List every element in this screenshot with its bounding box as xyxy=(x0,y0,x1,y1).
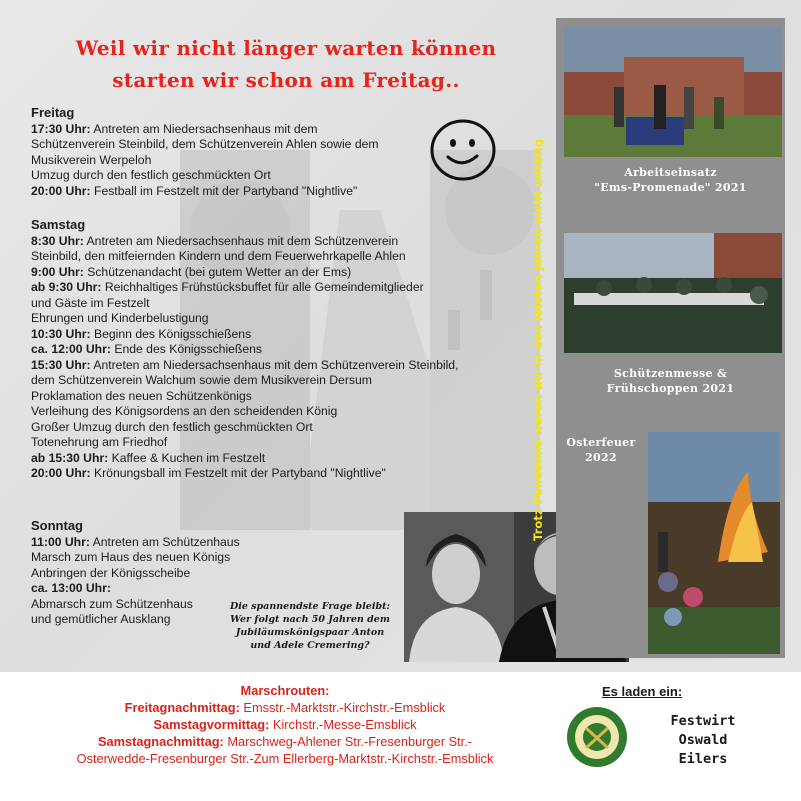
schedule-line xyxy=(31,566,251,582)
route-text: Kirchstr.-Messe-Emsblick xyxy=(269,717,417,732)
schedule-line xyxy=(31,137,431,153)
schedule-time: ab 15:30 Uhr: xyxy=(31,450,109,465)
schedule-text: Kaffee & Kuchen im Festzelt xyxy=(108,450,266,465)
route-line xyxy=(0,716,570,733)
schedule-text: Schützenverein Steinbild, dem Schützenverein Ahlen sowie dem xyxy=(31,137,379,151)
schedule-text: Steinbild, den mitfeiernden Kindern und dem Feuerwehrkapelle Ahlen xyxy=(31,249,406,263)
schedule-time: ca. 12:00 Uhr: xyxy=(31,342,111,356)
schedule-text: Reichhaltiges Frühstücksbuffet für alle Gemeindemitglieder xyxy=(101,280,424,294)
gallery-caption-1 xyxy=(556,165,785,195)
schedule-time: 15:30 Uhr: xyxy=(31,357,91,372)
host-name xyxy=(648,712,758,769)
route-label: Samstagvormittag: xyxy=(153,717,270,732)
schedule-line xyxy=(31,420,501,436)
quote-line: Die spannendste Frage bleibt: xyxy=(229,601,390,612)
route-text: Osterwedde-Fresenburger Str.-Zum Ellerberg-Marktstr.-Kirchstr.-Emsblick xyxy=(76,751,494,766)
host-line: Oswald xyxy=(678,732,728,748)
schedule-text: Großer Umzug durch den festlich geschmückten Ort xyxy=(31,419,313,434)
schedule-line xyxy=(31,265,501,281)
schedule-line xyxy=(31,122,431,138)
schedule-line xyxy=(31,296,501,312)
schedule-text: Anbringen der Königsscheibe xyxy=(31,565,191,580)
schedule-time: 17:30 Uhr: xyxy=(31,121,91,136)
schedule-text: Antreten am Niedersachsenhaus mit dem Schützenverein Steinbild, xyxy=(90,357,459,372)
schedule-text: Antreten am Niedersachsenhaus mit dem Schützenverein xyxy=(83,233,399,248)
host-line: Eilers xyxy=(678,751,728,767)
caption-line: Schützenmesse & xyxy=(613,367,728,380)
caption-line: 2022 xyxy=(585,451,617,464)
routes-title: Marschrouten: xyxy=(240,683,330,698)
schedule-time: 9:00 Uhr: xyxy=(31,264,84,279)
schedule-line xyxy=(31,550,251,566)
schedule-text: Abmarsch zum Schützenhaus xyxy=(31,596,193,611)
schedule-line xyxy=(31,342,501,358)
quote-line: Wer folgt nach 50 Jahren dem xyxy=(230,614,390,625)
caption-line: Arbeitseinsatz xyxy=(624,166,717,179)
schedule-text: und gemütlicher Ausklang xyxy=(31,612,171,626)
schedule-text: Festball im Festzelt mit der Partyband "Nightlive" xyxy=(90,183,358,198)
schedule-line xyxy=(31,404,501,420)
route-line xyxy=(0,733,570,750)
club-emblem-icon xyxy=(566,706,628,768)
schedule-text: Antreten am Niedersachsenhaus mit dem xyxy=(90,121,318,136)
schedule-line xyxy=(31,373,501,389)
schedule-time: ca. 13:00 Uhr: xyxy=(31,581,111,595)
gallery-photo-mass xyxy=(564,233,782,353)
schedule-line xyxy=(31,535,251,551)
schedule-line xyxy=(31,327,501,343)
headline-line-2: starten wir schon am Freitag.. xyxy=(112,68,460,92)
schedule-line xyxy=(31,451,501,467)
saturday-schedule xyxy=(31,217,501,482)
schedule-line xyxy=(31,280,501,296)
schedule-text: Umzug durch den festlich geschmückten Ort xyxy=(31,168,271,182)
schedule-line xyxy=(31,389,501,405)
schedule-text: Beginn des Königsschießens xyxy=(90,326,252,341)
schedule-time: 20:00 Uhr: xyxy=(31,183,91,198)
invite-title: Es laden ein: xyxy=(602,684,683,699)
schedule-line xyxy=(31,311,501,327)
schedule-line xyxy=(31,234,501,250)
quote-line: Jubiläumskönigspaar Anton xyxy=(235,627,385,638)
route-line xyxy=(0,699,570,716)
schedule-text: Ende des Königsschießens xyxy=(110,342,263,356)
day-title: Sonntag xyxy=(31,518,83,533)
vertical-banner-text: Trotz Pandemie waren wir in den letzten Jahren nicht untätig xyxy=(531,138,545,542)
schedule-text: Totenehrung am Friedhof xyxy=(31,435,168,449)
schedule-time: 10:30 Uhr: xyxy=(31,326,91,341)
schedule-time: 20:00 Uhr: xyxy=(31,466,91,480)
route-text: Emsstr.-Marktstr.-Kirchstr.-Emsblick xyxy=(239,700,446,715)
schedule-text: Verleihung des Königsordens an den scheidenden König xyxy=(31,404,338,418)
gallery-photo-work xyxy=(564,27,782,157)
schedule-text: Antreten am Schützenhaus xyxy=(89,534,240,549)
gallery-caption-2 xyxy=(556,366,785,396)
route-label: Freitagnachmittag: xyxy=(124,700,240,715)
day-title: Samstag xyxy=(31,217,86,232)
schedule-line xyxy=(31,249,501,265)
friday-schedule xyxy=(31,105,431,199)
schedule-line xyxy=(31,581,251,597)
schedule-text: Krönungsball im Festzelt mit der Partyband "Nightlive" xyxy=(90,466,386,480)
schedule-text: dem Schützenverein Walchum sowie dem Musikverein Dersum xyxy=(31,373,372,387)
caption-line: Frühschoppen 2021 xyxy=(606,382,735,395)
schedule-line xyxy=(31,184,431,200)
route-line xyxy=(0,750,570,767)
day-title: Freitag xyxy=(31,105,75,120)
quote-text xyxy=(210,600,410,652)
schedule-line xyxy=(31,168,431,184)
schedule-line xyxy=(31,435,501,451)
schedule-text: Marsch zum Haus des neuen Königs xyxy=(31,550,231,564)
schedule-text: Ehrungen und Kinderbelustigung xyxy=(31,311,209,325)
host-line: Festwirt xyxy=(670,713,736,729)
schedule-line xyxy=(31,466,501,482)
headline-line-1: Weil wir nicht länger warten können xyxy=(75,36,497,60)
route-text: Marschweg-Ahlener Str.-Fresenburger Str.- xyxy=(223,734,473,749)
march-routes xyxy=(0,682,570,767)
schedule-text: und Gäste im Festzelt xyxy=(31,295,150,310)
schedule-text: Musikverein Werpeloh xyxy=(31,152,152,167)
schedule-line xyxy=(31,358,501,374)
caption-line: Osterfeuer xyxy=(566,436,636,449)
schedule-line xyxy=(31,153,431,169)
quote-line: und Adele Cremering? xyxy=(250,640,370,651)
schedule-time: 8:30 Uhr: xyxy=(31,233,84,248)
gallery-caption-3 xyxy=(560,435,642,465)
route-label: Samstagnachmittag: xyxy=(97,734,224,749)
schedule-time: ab 9:30 Uhr: xyxy=(31,280,102,294)
schedule-text: Proklamation des neuen Schützenkönigs xyxy=(31,388,252,403)
schedule-text: Schützenandacht (bei gutem Wetter an der Ems) xyxy=(83,264,352,279)
schedule-time: 11:00 Uhr: xyxy=(31,534,90,549)
gallery-photo-easterfire xyxy=(648,432,780,654)
smiley-icon xyxy=(428,117,498,183)
caption-line: "Ems-Promenade" 2021 xyxy=(594,181,747,194)
